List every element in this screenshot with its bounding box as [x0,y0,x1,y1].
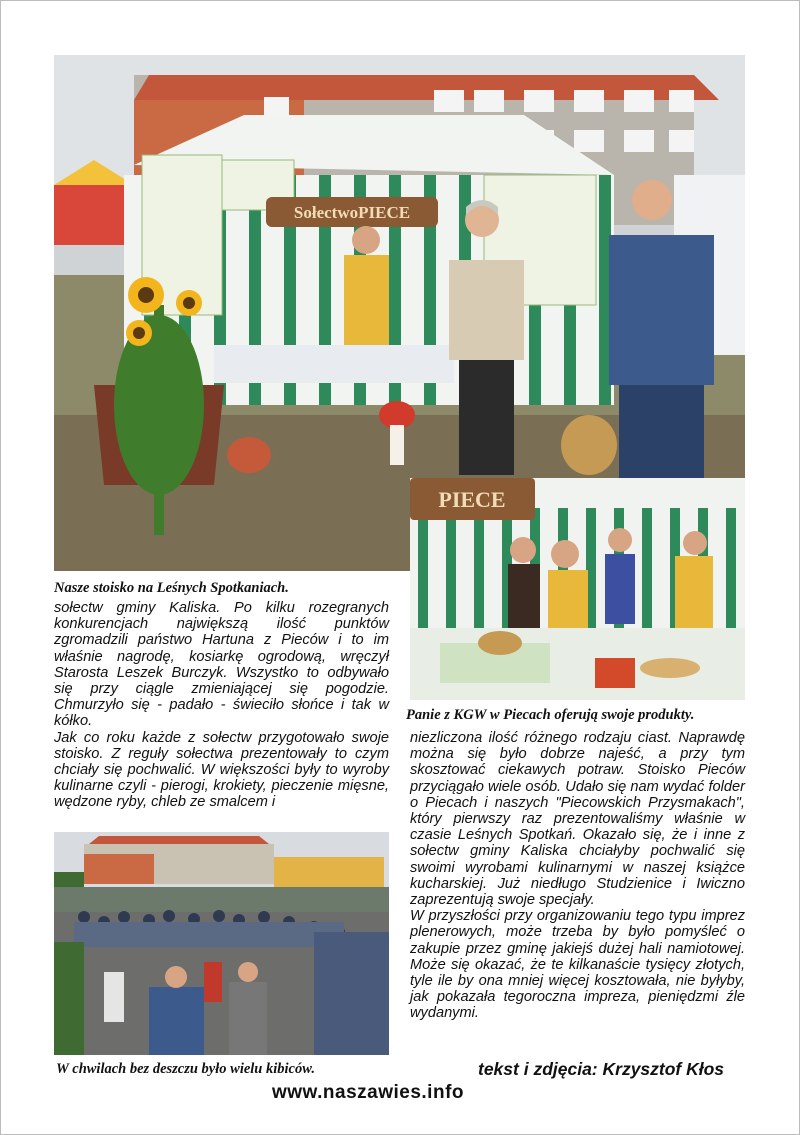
article-paragraph: Jak co roku każde z sołectw przygotowało swoje stoisko. Z reguły sołectwa prezentowały to czym chciały się pochwalić. W większości były to wyroby kulinarne czyli - pierogi, krokiety, pieczenie mięsne, wędzone ryby, chleb ze smalcem i [54,729,389,811]
article-paragraph: sołectw gminy Kaliska. Po kilku rozegranych konkurencjach największą ilość punktów zgromadzili państwo Hartuna z Pieców i to im właśnie nagrodę, kosiarkę ogrodową, wręczył Starosta Leszek Burczyk. Wszystko to odbywało się przy ciągle zmieniającej się pogodzie. Chmurzyło się - padało - świeciło słońce i tak w kółko. [54,600,389,730]
stall-sign-closeup-text: PIECE [438,487,506,512]
caption-bottom-photo: W chwilach bez deszczu było wielu kibiców. [56,1061,315,1077]
caption-right-photo: Panie z KGW w Piecach oferują swoje produkty. [406,707,695,723]
stall-sign-text: SołectwoPIECE [293,203,411,222]
caption-top-photo: Nasze stoisko na Leśnych Spotkaniach. [54,580,289,596]
article-right-column [410,730,745,1022]
website-footer: www.naszawies.info [272,1082,465,1103]
article-left-column [54,600,389,811]
article-paragraph: W przyszłości przy organizowaniu tego typu imprez plenerowych, może trzeba by było pomyśleć o zakupie przez gminę jakiejś dużej hali namiotowej. Może się okazać, że te kilkanaście tysięcy złotych, tyle ile by ona mniej więcej kosztowała, nie byłyby, jak pokazała tegoroczna impreza, pieniędzmi źle wydanymi. [410,908,745,1022]
photo-kgw-ladies [410,478,745,700]
credit-line: tekst i zdjęcia: Krzysztof Kłos [478,1059,725,1079]
article-paragraph: niezliczona ilość różnego rodzaju ciast. Naprawdę można się było dobrze najeść, a przy tym skosztować ciekawych potraw. Stoisko Pieców przyciągało wiele osób. Udało się nam wydać folder o Piecach i naszych "Piecowskich Przysmakach", który pierwszy raz prezentowaliśmy właśnie w czasie Leśnych Spotkań. Okazało się, że i inne z sołectw gminy Kaliska chciałyby pochwalić się swoimi wyrobami kulinarnymi w naszej książce kucharskiej. Już niedługo Studzienice i Iwiczno zaprezentują swoje specjały. [410,730,745,909]
photo-crowd [54,832,389,1055]
